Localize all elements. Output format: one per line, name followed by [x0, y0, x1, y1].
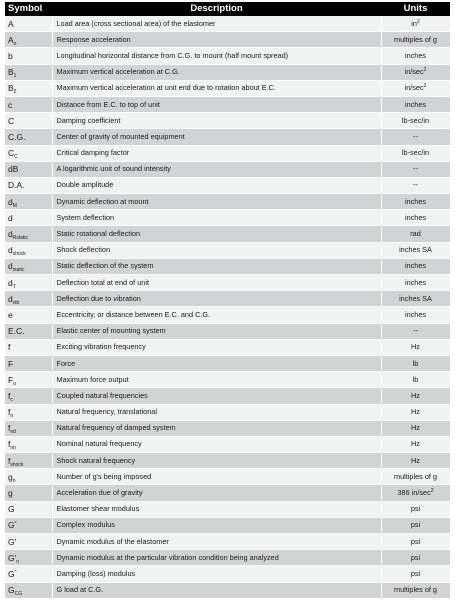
description-cell: Distance from E.C. to top of unit: [52, 96, 381, 112]
symbol-cell: [5, 517, 52, 533]
symbol-text: d: [8, 277, 13, 288]
symbol-text: dB: [8, 164, 19, 175]
symbol-cell: [5, 355, 52, 371]
symbol-cell: [5, 436, 52, 452]
units-text: psi: [410, 504, 421, 514]
symbol-superscript: *: [14, 521, 17, 528]
units-cell: [381, 404, 450, 420]
symbol-text: F: [8, 358, 14, 369]
symbol-subscript: 2: [13, 89, 17, 96]
symbol-cell: [5, 469, 52, 485]
units-cell: [381, 161, 450, 177]
description-cell: Deflection due to vibration: [52, 291, 381, 307]
symbol-cell: [5, 291, 52, 307]
description-cell: Number of g's being imposed: [52, 469, 381, 485]
units-text: inches SA: [399, 293, 432, 303]
description-cell: Eccentricity, or distance between E.C. and C.G.: [52, 307, 381, 323]
symbol-table: [5, 2, 451, 599]
units-cell: [381, 355, 450, 371]
symbol-cell: [5, 339, 52, 355]
units-cell: [381, 258, 450, 274]
symbol-text: G: [8, 504, 15, 515]
units-text: lb-sec/in: [401, 148, 430, 158]
symbol-text: f: [8, 390, 11, 401]
units-cell: [381, 210, 450, 226]
units-text: Hz: [411, 342, 420, 352]
symbol-text: d: [8, 245, 13, 256]
units-cell: [381, 226, 450, 242]
symbol-subscript: Rstatic: [12, 235, 29, 242]
units-text: rad: [410, 229, 421, 239]
table-row: [5, 80, 450, 96]
symbol-text: d: [8, 212, 13, 223]
symbol-subscript: vib: [12, 299, 20, 306]
description-cell: Static deflection of the system: [52, 258, 381, 274]
symbol-text: d: [8, 293, 13, 304]
symbol-cell: [5, 501, 52, 517]
units-cell: [381, 582, 450, 598]
units-text: inches: [404, 99, 427, 109]
table-row: [5, 501, 450, 517]
symbol-cell: [5, 48, 52, 64]
table-row: [5, 323, 450, 339]
table-row: [5, 534, 450, 550]
table-header-row: [5, 2, 450, 16]
symbol-cell: [5, 534, 52, 550]
symbol-cell: [5, 275, 52, 291]
units-text: inches: [404, 309, 427, 319]
table-row: [5, 469, 450, 485]
description-cell: Dynamic modulus of the elastomer: [52, 534, 381, 550]
units-text: Hz: [411, 390, 420, 400]
units-text: inches SA: [399, 245, 432, 255]
table-row: [5, 291, 450, 307]
table-row: [5, 355, 450, 371]
symbol-subscript: shock: [12, 251, 26, 258]
units-cell: [381, 307, 450, 323]
symbol-subscript: T: [12, 283, 16, 290]
table-row: [5, 517, 450, 533]
description-cell: Force: [52, 355, 381, 371]
symbol-text: f: [8, 455, 11, 466]
table-row: [5, 48, 450, 64]
units-text: psi: [410, 520, 421, 530]
symbol-text: f: [8, 342, 11, 353]
symbol-cell: [5, 566, 52, 582]
units-cell: [381, 64, 450, 80]
description-cell: Longitudinal horizontal distance from C.G. to mount (half mount spread): [52, 48, 381, 64]
units-cell: [381, 323, 450, 339]
description-cell: Deflection total at end of unit: [52, 275, 381, 291]
symbol-subscript: C: [14, 154, 18, 161]
symbol-cell: [5, 145, 52, 161]
symbol-cell: [5, 129, 52, 145]
symbol-cell: [5, 323, 52, 339]
table-row: [5, 64, 450, 80]
units-text: inches: [404, 261, 427, 271]
description-cell: Exciting vibration frequency: [52, 339, 381, 355]
table-row: [5, 485, 450, 501]
table-row: [5, 16, 450, 32]
description-cell: Acceleration due of gravity: [52, 485, 381, 501]
units-cell: [381, 194, 450, 210]
symbol-text: C: [8, 148, 15, 159]
symbol-subscript: CG: [14, 591, 23, 598]
table-body: [5, 16, 450, 598]
units-cell: [381, 420, 450, 436]
description-cell: Dynamic deflection at mount: [52, 194, 381, 210]
description-cell: Maximum vertical acceleration at unit end due to rotation about E.C.: [52, 80, 381, 96]
symbol-cell: [5, 32, 52, 48]
symbol-cell: [5, 210, 52, 226]
table-row: [5, 32, 450, 48]
symbol-text: E.C.: [8, 326, 25, 337]
units-superscript: 2: [423, 67, 427, 74]
units-cell: [381, 275, 450, 291]
units-text: in/sec: [404, 67, 424, 77]
symbol-cell: [5, 307, 52, 323]
symbol-subscript: n: [16, 558, 20, 565]
symbol-cell: [5, 194, 52, 210]
description-cell: A logarithmic unit of sound intensity: [52, 161, 381, 177]
units-text: psi: [410, 536, 421, 546]
table-row: [5, 566, 450, 582]
description-cell: Load area (cross sectional area) of the elastomer: [52, 16, 381, 32]
units-superscript: 2: [430, 488, 434, 495]
units-cell: [381, 129, 450, 145]
symbol-subscript: n: [12, 477, 16, 484]
symbol-cell: [5, 80, 52, 96]
description-cell: G load at C.G.: [52, 582, 381, 598]
header-symbol: Symbol: [5, 2, 52, 16]
symbol-superscript: ": [14, 569, 17, 576]
description-cell: Natural frequency of damped system: [52, 420, 381, 436]
description-cell: Center of gravity of mounted equipment: [52, 129, 381, 145]
units-text: psi: [410, 568, 421, 578]
table-row: [5, 129, 450, 145]
symbol-text: C.G.: [8, 131, 26, 142]
units-cell: [381, 469, 450, 485]
symbol-text: g: [8, 471, 13, 482]
table-row: [5, 96, 450, 112]
symbol-subscript: static: [12, 267, 25, 274]
symbol-cell: [5, 16, 52, 32]
units-cell: [381, 517, 450, 533]
units-cell: [381, 96, 450, 112]
description-cell: Damping (loss) modulus: [52, 566, 381, 582]
symbol-table-container: [5, 2, 450, 599]
symbol-cell: [5, 372, 52, 388]
header-units: Units: [381, 2, 450, 16]
symbol-text: B: [8, 83, 14, 94]
symbol-subscript: M: [12, 202, 17, 209]
units-cell: [381, 388, 450, 404]
units-cell: [381, 32, 450, 48]
table-row: [5, 226, 450, 242]
description-cell: Response acceleration: [52, 32, 381, 48]
units-text: multiples of g: [394, 471, 437, 481]
symbol-subscript: 1: [13, 73, 17, 80]
symbol-text: d: [8, 196, 13, 207]
table-row: [5, 436, 450, 452]
symbol-cell: [5, 113, 52, 129]
symbol-cell: [5, 96, 52, 112]
table-row: [5, 113, 450, 129]
symbol-text: f: [8, 423, 11, 434]
symbol-subscript: nn: [10, 445, 16, 452]
table-row: [5, 145, 450, 161]
table-row: [5, 339, 450, 355]
description-cell: Complex modulus: [52, 517, 381, 533]
units-cell: [381, 339, 450, 355]
units-cell: [381, 485, 450, 501]
units-text: inches: [404, 212, 427, 222]
units-text: lb: [412, 358, 419, 368]
table-row: [5, 275, 450, 291]
table-row: [5, 372, 450, 388]
units-text: --: [413, 131, 418, 141]
units-cell: [381, 242, 450, 258]
description-cell: Natural frequency, translational: [52, 404, 381, 420]
symbol-cell: [5, 582, 52, 598]
units-cell: [381, 145, 450, 161]
symbol-text: f: [8, 407, 11, 418]
units-text: inches: [404, 277, 427, 287]
units-cell: [381, 48, 450, 64]
symbol-subscript: shock: [10, 461, 24, 468]
symbol-text: D.A.: [8, 180, 25, 191]
units-text: in/sec: [404, 83, 424, 93]
header-description: Description: [52, 2, 381, 16]
symbol-text: g: [8, 488, 13, 499]
symbol-cell: [5, 258, 52, 274]
symbol-text: f: [8, 439, 11, 450]
table-row: [5, 307, 450, 323]
symbol-text: A: [8, 34, 14, 45]
units-cell: [381, 80, 450, 96]
description-cell: Coupled natural frequencies: [52, 388, 381, 404]
symbol-text: G: [8, 568, 15, 579]
units-cell: [381, 453, 450, 469]
symbol-text: c: [8, 99, 13, 110]
description-cell: Elastic center of mounting system: [52, 323, 381, 339]
table-row: [5, 161, 450, 177]
units-cell: [381, 177, 450, 193]
units-text: multiples of g: [394, 585, 437, 595]
symbol-text: G': [8, 536, 17, 547]
description-cell: Nominal natural frequency: [52, 436, 381, 452]
table-row: [5, 582, 450, 598]
units-cell: [381, 113, 450, 129]
table-row: [5, 404, 450, 420]
table-row: [5, 388, 450, 404]
symbol-cell: [5, 485, 52, 501]
symbol-text: e: [8, 309, 13, 320]
units-text: Hz: [411, 439, 420, 449]
symbol-text: A: [8, 18, 14, 29]
symbol-cell: [5, 226, 52, 242]
symbol-subscript: nd: [10, 429, 16, 436]
description-cell: Elastomer shear modulus: [52, 501, 381, 517]
symbol-cell: [5, 404, 52, 420]
units-cell: [381, 501, 450, 517]
units-text: Hz: [411, 407, 420, 417]
units-text: lb: [412, 374, 419, 384]
units-cell: [381, 291, 450, 307]
units-cell: [381, 550, 450, 566]
symbol-text: d: [8, 229, 13, 240]
description-cell: Maximum vertical acceleration at C.G.: [52, 64, 381, 80]
symbol-text: B: [8, 67, 14, 78]
symbol-cell: [5, 453, 52, 469]
units-text: --: [413, 326, 418, 336]
symbol-cell: [5, 242, 52, 258]
units-text: Hz: [411, 423, 420, 433]
description-cell: Dynamic modulus at the particular vibration condition being analyzed: [52, 550, 381, 566]
symbol-text: F: [8, 374, 14, 385]
symbol-cell: [5, 177, 52, 193]
table-row: [5, 194, 450, 210]
units-cell: [381, 436, 450, 452]
symbol-cell: [5, 420, 52, 436]
symbol-text: C: [8, 115, 15, 126]
units-cell: [381, 372, 450, 388]
symbol-text: G: [8, 585, 15, 596]
units-cell: [381, 534, 450, 550]
table-row: [5, 550, 450, 566]
description-cell: Critical damping factor: [52, 145, 381, 161]
units-text: inches: [404, 196, 427, 206]
table-row: [5, 210, 450, 226]
table-row: [5, 242, 450, 258]
symbol-cell: [5, 64, 52, 80]
symbol-subscript: o: [13, 40, 17, 47]
units-text: psi: [410, 552, 421, 562]
units-text: inches: [404, 50, 427, 60]
units-cell: [381, 16, 450, 32]
units-text: lb-sec/in: [401, 115, 430, 125]
symbol-subscript: c: [10, 396, 13, 403]
table-row: [5, 453, 450, 469]
symbol-text: G': [8, 552, 17, 563]
description-cell: Maximum force output: [52, 372, 381, 388]
units-superscript: 2: [416, 18, 420, 25]
units-text: Hz: [411, 455, 420, 465]
symbol-subscript: n: [10, 413, 14, 420]
symbol-cell: [5, 161, 52, 177]
symbol-text: b: [8, 50, 13, 61]
symbol-subscript: o: [13, 380, 16, 387]
symbol-cell: [5, 388, 52, 404]
description-cell: Static rotational deflection: [52, 226, 381, 242]
units-text: --: [413, 164, 418, 174]
description-cell: Shock deflection: [52, 242, 381, 258]
units-text: multiples of g: [394, 34, 437, 44]
description-cell: Double amplitude: [52, 177, 381, 193]
description-cell: Shock natural frequency: [52, 453, 381, 469]
description-cell: Damping coefficient: [52, 113, 381, 129]
units-text: in: [411, 18, 417, 28]
units-cell: [381, 566, 450, 582]
units-superscript: 2: [423, 83, 427, 90]
units-text: --: [413, 180, 418, 190]
symbol-text: d: [8, 261, 13, 272]
symbol-cell: [5, 550, 52, 566]
table-row: [5, 177, 450, 193]
table-row: [5, 420, 450, 436]
description-cell: System deflection: [52, 210, 381, 226]
table-row: [5, 258, 450, 274]
symbol-text: G: [8, 520, 15, 531]
units-text: 386 in/sec: [397, 488, 431, 498]
